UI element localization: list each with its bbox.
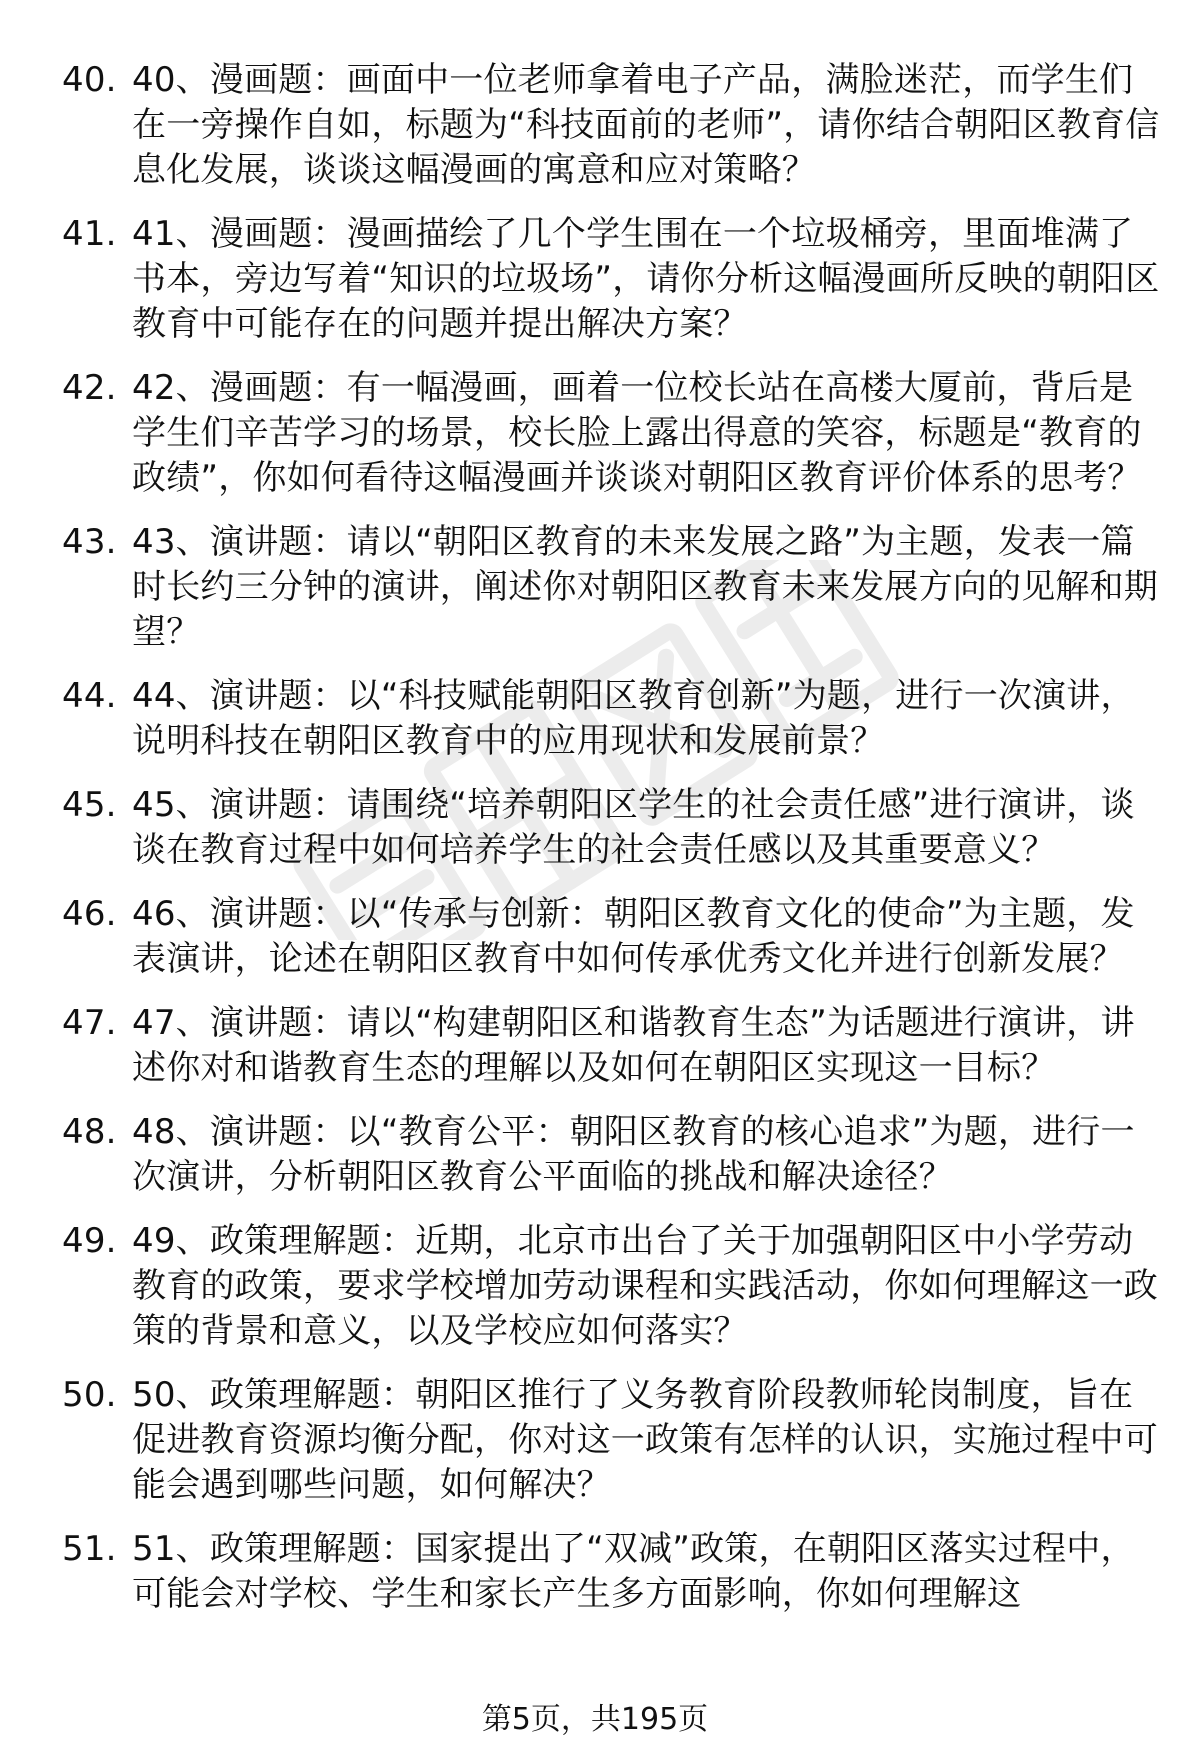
question-text: 47、演讲题：请以“构建朝阳区和谐教育生态”为话题进行演讲，讲述你对和谐教育生态的理解以及如何在朝阳区实现这一目标？ (132, 1003, 1135, 1088)
question-number: 44. (62, 676, 117, 716)
question-item (62, 1110, 1162, 1200)
question-text: 40、漫画题：画面中一位老师拿着电子产品，满脸迷茫，而学生们在一旁操作自如，标题为“科技面前的老师”，请你结合朝阳区教育信息化发展，谈谈这幅漫画的寓意和应对策略？ (132, 60, 1160, 190)
question-number: 40. (62, 60, 117, 100)
question-text: 48、演讲题：以“教育公平：朝阳区教育的核心追求”为题，进行一次演讲，分析朝阳区教育公平面临的挑战和解决途径？ (132, 1112, 1135, 1197)
question-item (62, 674, 1162, 764)
question-item (62, 1373, 1162, 1508)
question-number: 47. (62, 1003, 117, 1043)
page-footer (0, 1700, 1190, 1740)
question-text: 50、政策理解题：朝阳区推行了义务教育阶段教师轮岗制度，旨在促进教育资源均衡分配，你对这一政策有怎样的认识，实施过程中可能会遇到哪些问题，如何解决？ (132, 1375, 1158, 1505)
question-text: 41、漫画题：漫画描绘了几个学生围在一个垃圾桶旁，里面堆满了书本，旁边写着“知识的垃圾场”，请你分析这幅漫画所反映的朝阳区教育中可能存在的问题并提出解决方案？ (132, 214, 1160, 344)
question-item (62, 212, 1162, 347)
question-number: 51. (62, 1529, 117, 1569)
page-number-label: 第5页，共195页 (481, 1702, 709, 1737)
question-text: 45、演讲题：请围绕“培养朝阳区学生的社会责任感”进行演讲，谈谈在教育过程中如何培养学生的社会责任感以及其重要意义？ (132, 785, 1135, 870)
question-number: 45. (62, 785, 117, 825)
question-item (62, 783, 1162, 873)
question-number: 43. (62, 522, 117, 562)
question-number: 50. (62, 1375, 117, 1415)
question-list (62, 58, 1162, 1636)
question-item (62, 1001, 1162, 1091)
question-number: 41. (62, 214, 117, 254)
question-number: 46. (62, 894, 117, 934)
question-item (62, 1219, 1162, 1354)
question-number: 49. (62, 1221, 117, 1261)
question-text: 51、政策理解题：国家提出了“双减”政策，在朝阳区落实过程中，可能会对学校、学生和家长产生多方面影响，你如何理解这 (132, 1529, 1135, 1614)
question-number: 42. (62, 368, 117, 408)
question-text: 44、演讲题：以“科技赋能朝阳区教育创新”为题，进行一次演讲，说明科技在朝阳区教育中的应用现状和发展前景？ (132, 676, 1135, 761)
question-text: 43、演讲题：请以“朝阳区教育的未来发展之路”为主题，发表一篇时长约三分钟的演讲，阐述你对朝阳区教育未来发展方向的见解和期望？ (132, 522, 1158, 652)
question-item (62, 520, 1162, 655)
question-item (62, 892, 1162, 982)
question-text: 49、政策理解题：近期，北京市出台了关于加强朝阳区中小学劳动教育的政策，要求学校增加劳动课程和实践活动，你如何理解这一政策的背景和意义，以及学校应如何落实？ (132, 1221, 1158, 1351)
question-number: 48. (62, 1112, 117, 1152)
question-item (62, 366, 1162, 501)
question-item (62, 58, 1162, 193)
question-text: 42、漫画题：有一幅漫画，画着一位校长站在高楼大厦前，背后是学生们辛苦学习的场景，校长脸上露出得意的笑容，标题是“教育的政绩”，你如何看待这幅漫画并谈谈对朝阳区教育评价体系的思考？ (132, 368, 1142, 498)
question-item (62, 1527, 1162, 1617)
question-text: 46、演讲题：以“传承与创新：朝阳区教育文化的使命”为主题，发表演讲，论述在朝阳区教育中如何传承优秀文化并进行创新发展？ (132, 894, 1135, 979)
